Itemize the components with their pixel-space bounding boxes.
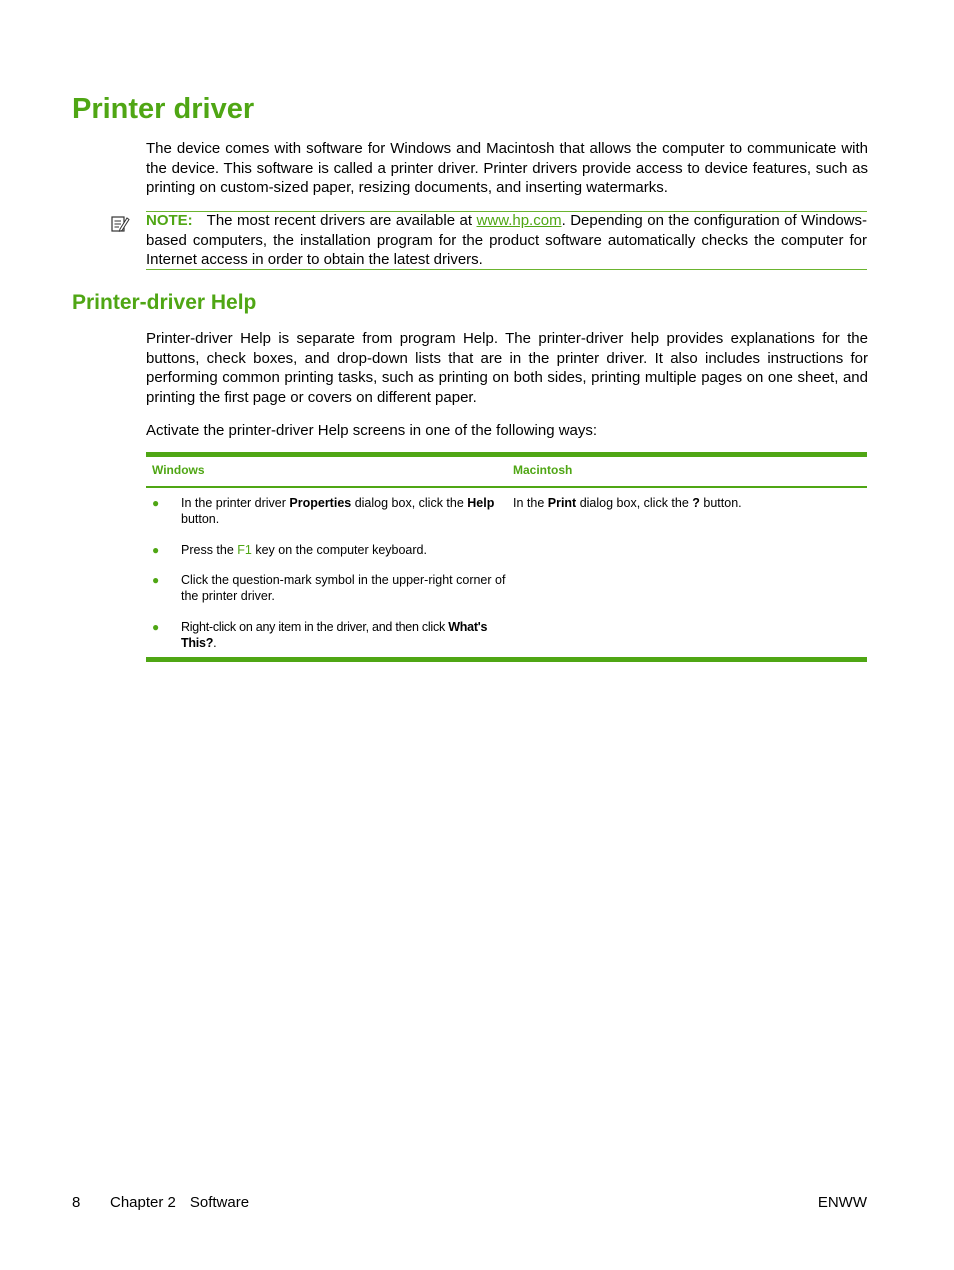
bullet-icon: ● (152, 543, 160, 557)
page-title: Printer driver (72, 93, 255, 125)
footer-chapter-label: Chapter 2 (110, 1194, 176, 1211)
note-text-before: The most recent drivers are available at (206, 212, 477, 229)
table-bottom-rule (146, 657, 867, 662)
intro-paragraph: The device comes with software for Windows and Macintosh that allows the computer to communicate with the device. This software is called a printer driver. Printer drivers provide access to device features, such as printing on custom-sized paper, resizing documents, and inserting watermarks. (146, 140, 868, 196)
bullet-icon: ● (152, 496, 160, 510)
footer-page-number: 8 (72, 1194, 81, 1211)
f1-key: F1 (237, 543, 252, 557)
table-header-rule (146, 486, 867, 488)
footer-edition: ENWW (817, 1194, 867, 1211)
help-paragraph: Printer-driver Help is separate from program Help. The printer-driver help provides explanations for the buttons, check boxes, and drop-down lists that are in the printer driver. It also includes instructions for performing common printing tasks, such as printing on both sides, printing multiple pages on one sheet, and printing the first page or covers on different paper. (146, 330, 868, 406)
column-header-macintosh: Macintosh (513, 463, 573, 477)
list-item-text: Click the question-mark symbol in the upper-right corner of the printer driver. (181, 573, 506, 603)
note-text-after: . Depending on the configuration of Windows-based computers, the installation program for the product software automatically checks the computer for Internet access in order to obtain the latest drivers. (146, 212, 867, 268)
bullet-icon: ● (152, 620, 160, 634)
list-item-text: In the printer driver Properties dialog box, click the Help button. (181, 496, 495, 526)
column-header-windows: Windows (152, 463, 205, 477)
activate-paragraph: Activate the printer-driver Help screens in one of the following ways: (146, 422, 598, 439)
note-box (110, 209, 868, 271)
footer-section-label: Software (189, 1194, 250, 1211)
list-item-text: Press the F1 key on the computer keyboard. (181, 543, 427, 557)
note-icon (110, 214, 130, 234)
note-label: NOTE: (146, 212, 193, 229)
table-top-rule (146, 452, 867, 457)
list-item-text: Right-click on any item in the driver, and then click What's This?. (181, 620, 488, 650)
note-bottom-rule (146, 269, 867, 270)
footer-chapter (110, 1193, 249, 1212)
hp-website-link[interactable]: www.hp.com (476, 212, 562, 229)
bullet-icon: ● (152, 573, 160, 587)
section-heading: Printer-driver Help (72, 291, 257, 314)
note-text (146, 211, 867, 270)
help-methods-table (146, 452, 867, 662)
macintosh-cell: In the Print dialog box, click the ? button. (513, 496, 742, 510)
